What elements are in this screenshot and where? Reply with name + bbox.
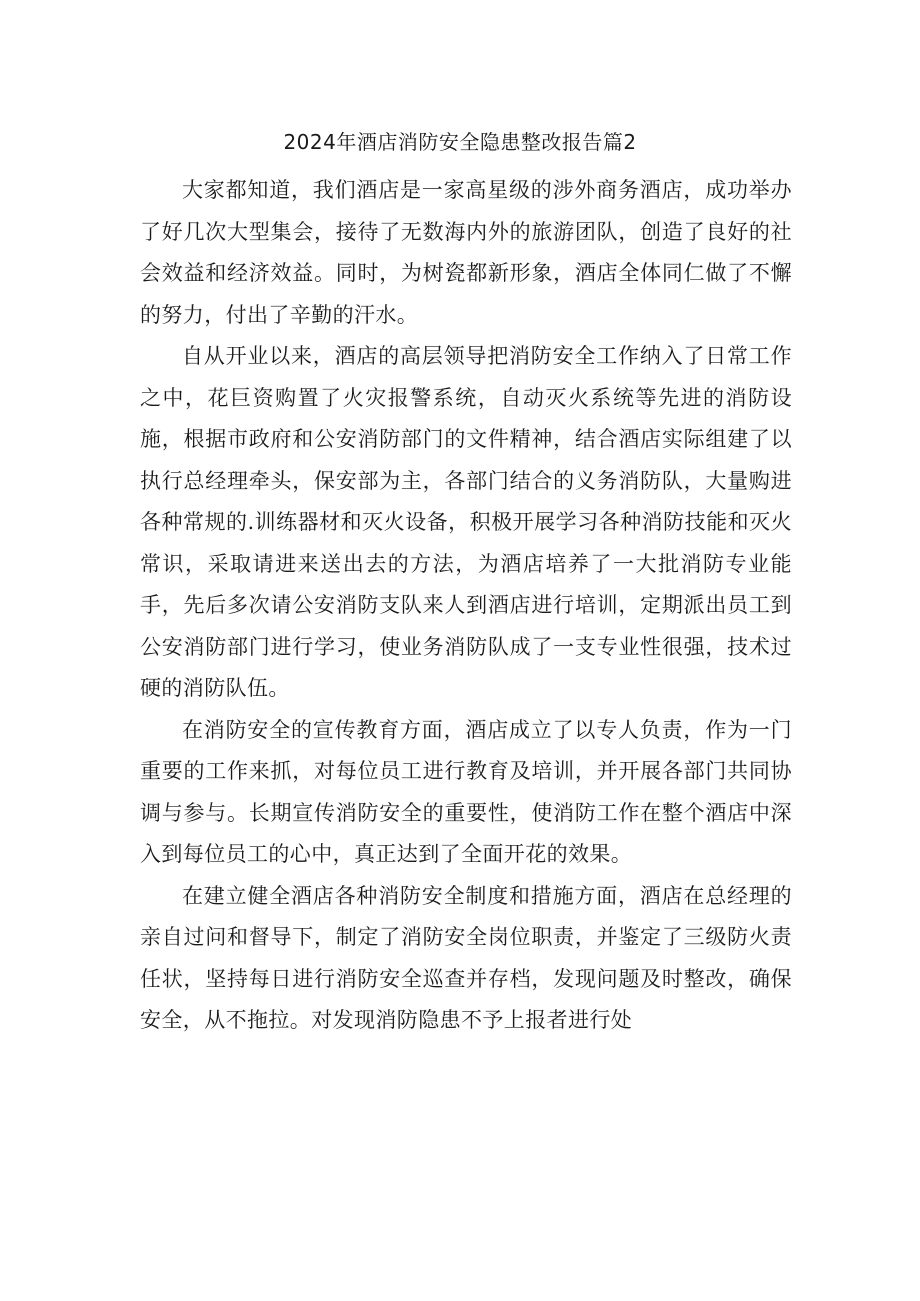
document-title: 2024年酒店消防安全隐患整改报告篇2 <box>283 130 637 154</box>
paragraph-4: 在建立健全酒店各种消防安全制度和措施方面，酒店在总经理的亲自过问和督导下，制定了消防安全岗位职责，并鉴定了三级防火责任状，坚持每日进行消防安全巡查并存档，发现问题及时整改，确保安全，从不拖拉。对发现消防隐患不予上报者进行处 <box>140 883 792 1032</box>
document-body <box>140 170 792 1042</box>
paragraph-3: 在消防安全的宣传教育方面，酒店成立了以专人负责，作为一门重要的工作来抓，对每位员工进行教育及培训，并开展各部门共同协调与参与。长期宣传消防安全的重要性，使消防工作在整个酒店中深入到每位员工的心中，真正达到了全面开花的效果。 <box>140 717 792 866</box>
paragraph-2: 自从开业以来，酒店的高层领导把消防安全工作纳入了日常工作之中，花巨资购置了火灾报警系统，自动灭火系统等先进的消防设施，根据市政府和公安消防部门的文件精神，结合酒店实际组建了以执行总经理牵头，保安部为主，各部门结合的义务消防队，大量购进各种常规的.训练器材和灭火设备，积极开展学习各种消防技能和灭火常识，采取请进来送出去的方法，为酒店培养了一大批消防专业能手，先后多次请公安消防支队来人到酒店进行培训，定期派出员工到公安消防部门进行学习，使业务消防队成了一支专业性很强，技术过硬的消防队伍。 <box>140 344 792 700</box>
paragraph-1: 大家都知道，我们酒店是一家高星级的涉外商务酒店，成功举办了好几次大型集会，接待了无数海内外的旅游团队，创造了良好的社会效益和经济效益。同时，为树瓷都新形象，酒店全体同仁做了不懈的努力，付出了辛勤的汗水。 <box>140 178 792 327</box>
